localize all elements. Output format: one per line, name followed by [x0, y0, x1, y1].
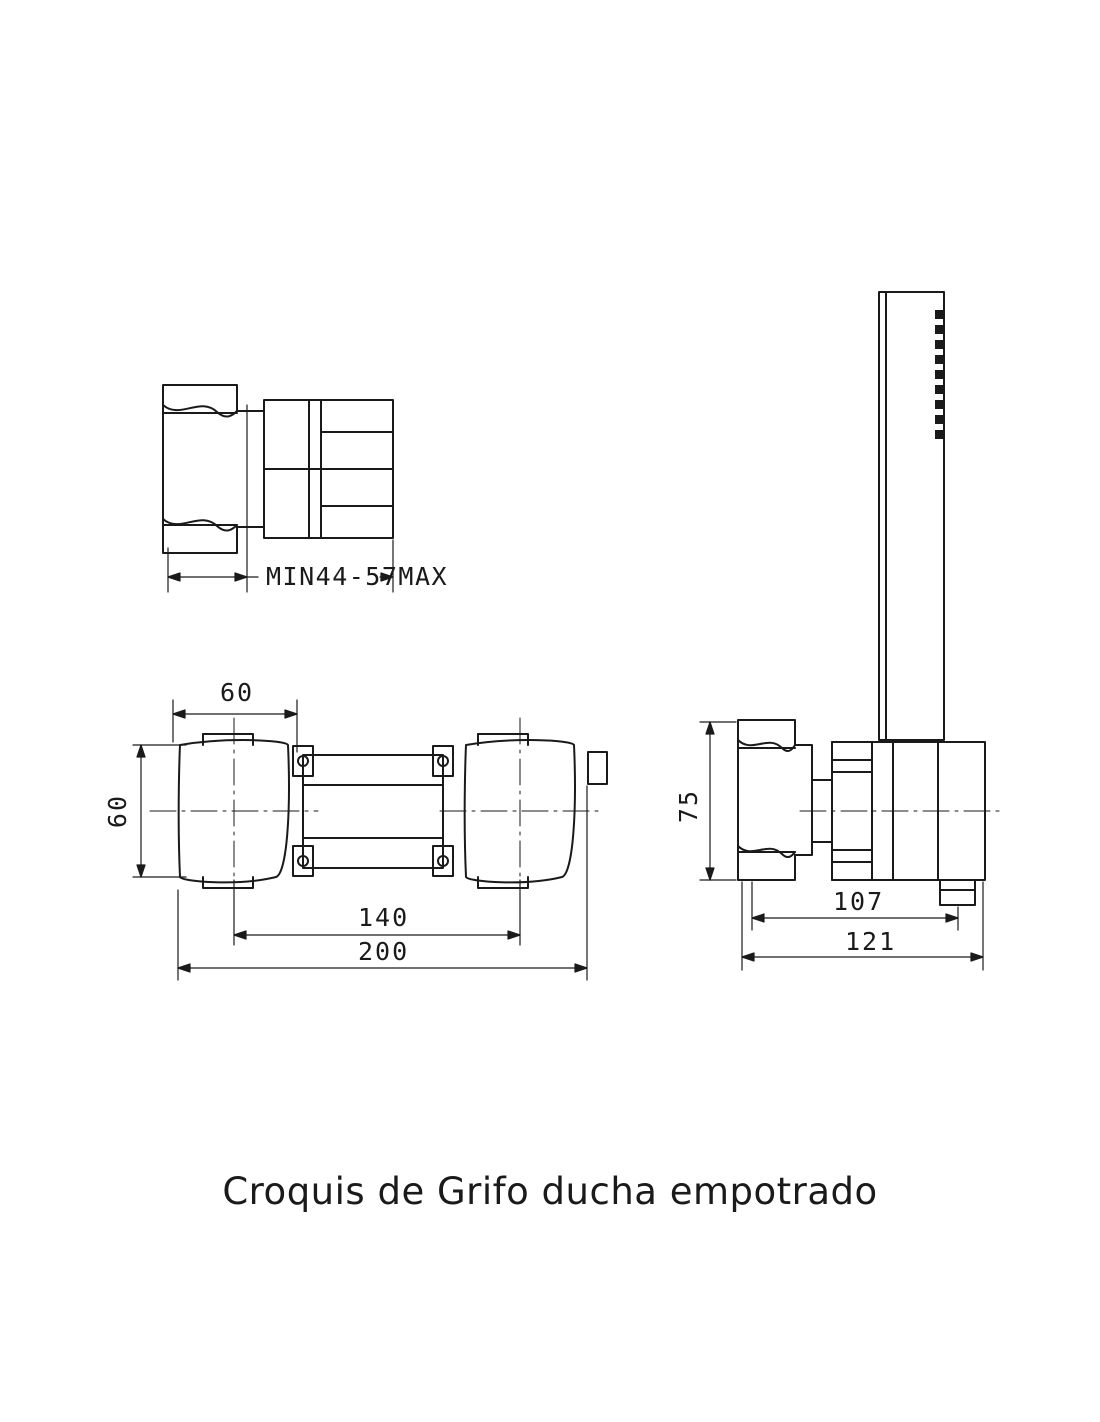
top-view-section [163, 385, 393, 592]
drawing-caption: Croquis de Grifo ducha empotrado [222, 1170, 878, 1213]
label-140: 140 [358, 903, 410, 932]
label-75: 75 [674, 788, 703, 824]
label-60-horizontal: 60 [220, 678, 255, 707]
side-view [700, 292, 1000, 970]
dimension-75 [700, 722, 736, 880]
label-200: 200 [358, 937, 410, 966]
label-121: 121 [845, 927, 897, 956]
label-depth-range: MIN44-57MAX [266, 562, 449, 591]
label-60-vertical: 60 [103, 793, 132, 829]
label-107: 107 [833, 887, 885, 916]
